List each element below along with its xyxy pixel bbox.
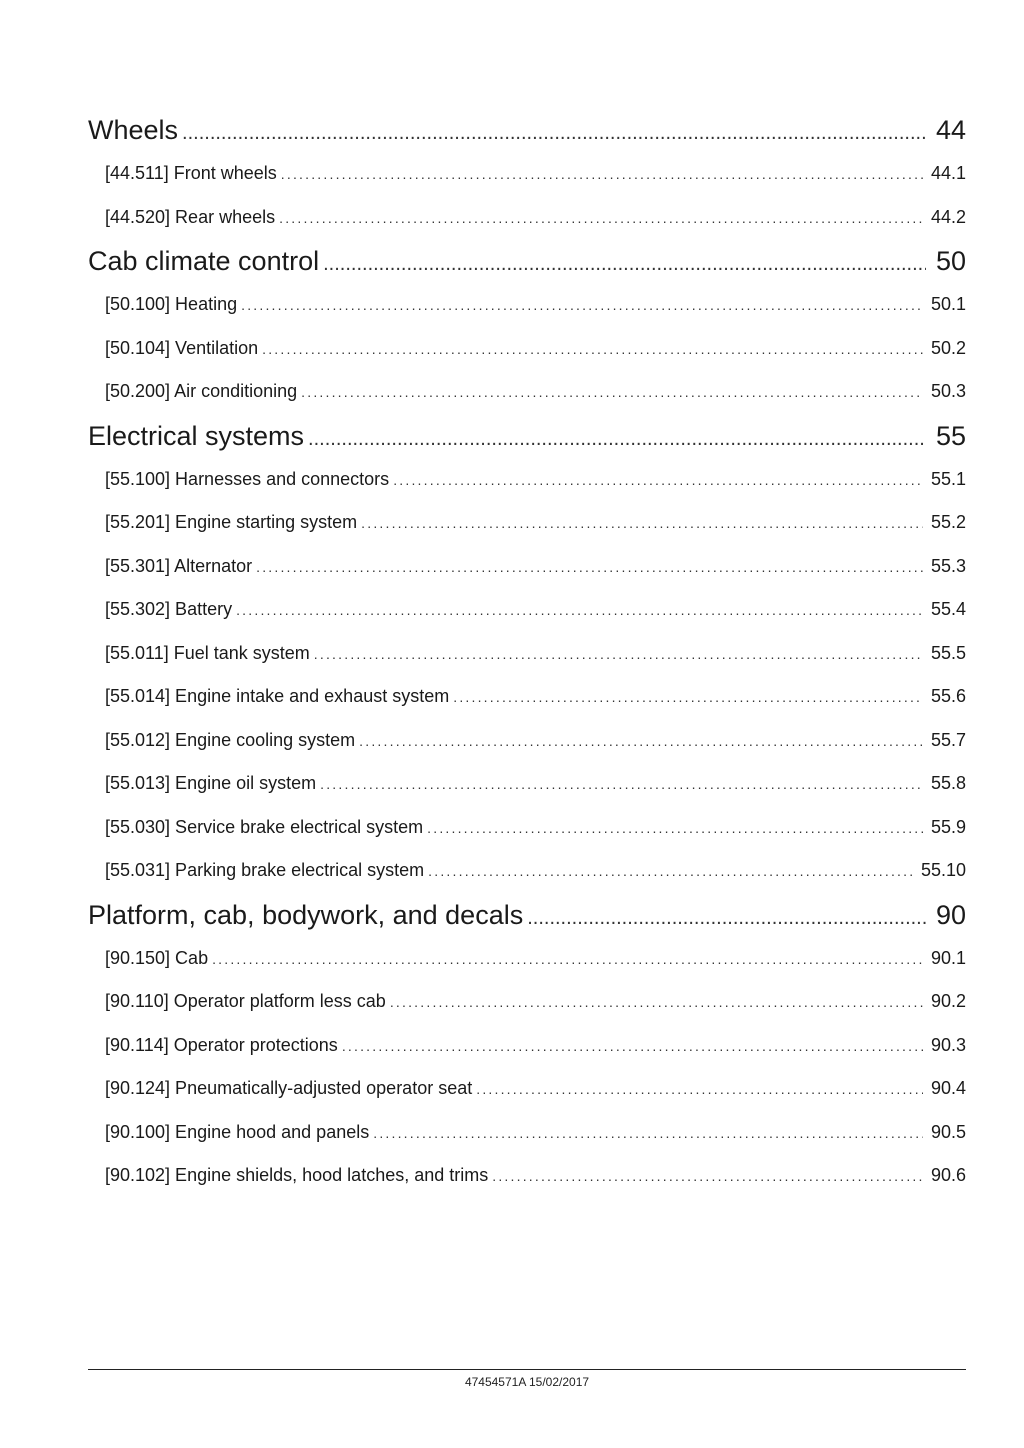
chapter-page-number: 55 [935, 420, 966, 451]
entry-page-number: 90.3 [930, 1034, 966, 1055]
entry-page-number: 90.5 [930, 1121, 966, 1142]
entry-page-number: 55.10 [920, 860, 966, 880]
dot-leader [281, 153, 923, 196]
dot-leader [308, 417, 926, 458]
entry-page-number: 55.2 [930, 512, 966, 532]
entry-title: [50.100] Heating [105, 294, 238, 314]
entry-title: [50.200] Air conditioning [105, 381, 298, 401]
toc-entry-row[interactable] [88, 675, 966, 719]
toc-section-cab-climate-control [88, 239, 966, 414]
entry-page-number: 55.8 [930, 773, 966, 793]
entry-page-number: 50.3 [930, 381, 966, 401]
footer-divider [88, 1369, 966, 1370]
entry-title: [90.110] Operator platform less cab [105, 991, 386, 1011]
dot-leader [361, 502, 923, 545]
entry-title: [55.014] Engine intake and exhaust system [105, 686, 450, 706]
entry-title: [55.201] Engine starting system [105, 512, 358, 532]
dot-leader [236, 589, 923, 632]
dot-leader [476, 1068, 923, 1111]
dot-leader [390, 981, 923, 1024]
toc-chapter-row[interactable] [88, 414, 966, 458]
entry-page-number: 90.6 [930, 1165, 966, 1185]
entry-page-number: 55.5 [930, 642, 966, 663]
entry-page-number: 55.4 [930, 599, 966, 619]
toc-entry-row[interactable] [88, 632, 966, 676]
chapter-title: Wheels [88, 115, 179, 145]
toc-entry-row[interactable] [88, 1111, 966, 1155]
dot-leader [262, 328, 923, 371]
toc-entry-row[interactable] [88, 458, 966, 502]
entry-page-number: 55.9 [930, 816, 966, 837]
toc-section-electrical-systems [88, 414, 966, 893]
chapter-page-number: 90 [935, 899, 966, 930]
dot-leader [373, 1112, 923, 1155]
entry-title: [55.031] Parking brake electrical system [105, 860, 425, 880]
toc-entry-row[interactable] [88, 501, 966, 545]
toc-entry-row[interactable] [88, 762, 966, 806]
chapter-title: Platform, cab, bodywork, and decals [88, 899, 524, 930]
dot-leader [256, 546, 923, 589]
entry-page-number: 44.1 [930, 163, 966, 183]
toc-entry-row[interactable] [88, 196, 966, 240]
dot-leader [182, 111, 926, 152]
entry-title: [50.104] Ventilation [105, 337, 259, 358]
toc-entry-row[interactable] [88, 1154, 966, 1198]
entry-title: [90.114] Operator protections [105, 1034, 338, 1055]
toc-chapter-row[interactable] [88, 893, 966, 937]
toc-chapter-row[interactable] [88, 108, 966, 152]
dot-leader [453, 676, 923, 719]
dot-leader [314, 633, 923, 676]
toc-entry-row[interactable] [88, 1024, 966, 1068]
toc-entry-row[interactable] [88, 283, 966, 327]
entry-page-number: 55.1 [930, 468, 966, 489]
dot-leader [359, 720, 923, 763]
entry-title: [55.301] Alternator [105, 555, 253, 576]
toc-entry-row[interactable] [88, 849, 966, 893]
entry-page-number: 50.2 [930, 337, 966, 358]
dot-leader [212, 938, 923, 981]
entry-title: [55.030] Service brake electrical system [105, 816, 424, 837]
entry-page-number: 50.1 [930, 294, 966, 314]
toc-entry-row[interactable] [88, 1067, 966, 1111]
dot-leader [279, 197, 923, 240]
dot-leader [301, 371, 923, 414]
entry-page-number: 90.1 [930, 947, 966, 968]
dot-leader [427, 807, 923, 850]
toc-entry-row[interactable] [88, 980, 966, 1024]
entry-title: [55.011] Fuel tank system [105, 642, 310, 663]
entry-title: [55.100] Harnesses and connectors [105, 468, 390, 489]
entry-title: [55.013] Engine oil system [105, 773, 317, 793]
dot-leader [393, 459, 923, 502]
dot-leader [323, 242, 926, 283]
footer-document-reference: 47454571A 15/02/2017 [464, 1375, 590, 1389]
entry-title: [90.124] Pneumatically-adjusted operator seat [105, 1078, 473, 1098]
entry-page-number: 55.3 [930, 555, 966, 576]
dot-leader [492, 1155, 923, 1198]
entry-title: [44.520] Rear wheels [105, 206, 276, 227]
toc-entry-row[interactable] [88, 806, 966, 850]
dot-leader [428, 850, 913, 893]
chapter-title: Electrical systems [88, 420, 305, 451]
dot-leader [527, 896, 926, 937]
toc-entry-row[interactable] [88, 152, 966, 196]
table-of-contents [88, 108, 966, 1198]
entry-page-number: 55.6 [930, 686, 966, 706]
toc-entry-row[interactable] [88, 370, 966, 414]
dot-leader [342, 1025, 923, 1068]
toc-section-platform-cab-bodywork-decals [88, 893, 966, 1198]
entry-title: [90.102] Engine shields, hood latches, and trims [105, 1165, 489, 1185]
toc-entry-row[interactable] [88, 719, 966, 763]
entry-page-number: 44.2 [930, 206, 966, 227]
toc-section-wheels [88, 108, 966, 239]
entry-title: [90.150] Cab [105, 947, 209, 968]
entry-title: [55.012] Engine cooling system [105, 729, 356, 750]
toc-entry-row[interactable] [88, 327, 966, 371]
entry-page-number: 90.4 [930, 1078, 966, 1098]
dot-leader [320, 763, 923, 806]
entry-page-number: 90.2 [930, 991, 966, 1011]
toc-entry-row[interactable] [88, 545, 966, 589]
chapter-page-number: 50 [935, 246, 966, 276]
entry-title: [90.100] Engine hood and panels [105, 1121, 370, 1142]
dot-leader [241, 284, 923, 327]
toc-entry-row[interactable] [88, 937, 966, 981]
chapter-page-number: 44 [935, 115, 966, 145]
chapter-title: Cab climate control [88, 246, 320, 276]
entry-title: [44.511] Front wheels [105, 163, 277, 183]
entry-title: [55.302] Battery [105, 599, 233, 619]
entry-page-number: 55.7 [930, 729, 966, 750]
toc-entry-row[interactable] [88, 588, 966, 632]
toc-chapter-row[interactable] [88, 239, 966, 283]
